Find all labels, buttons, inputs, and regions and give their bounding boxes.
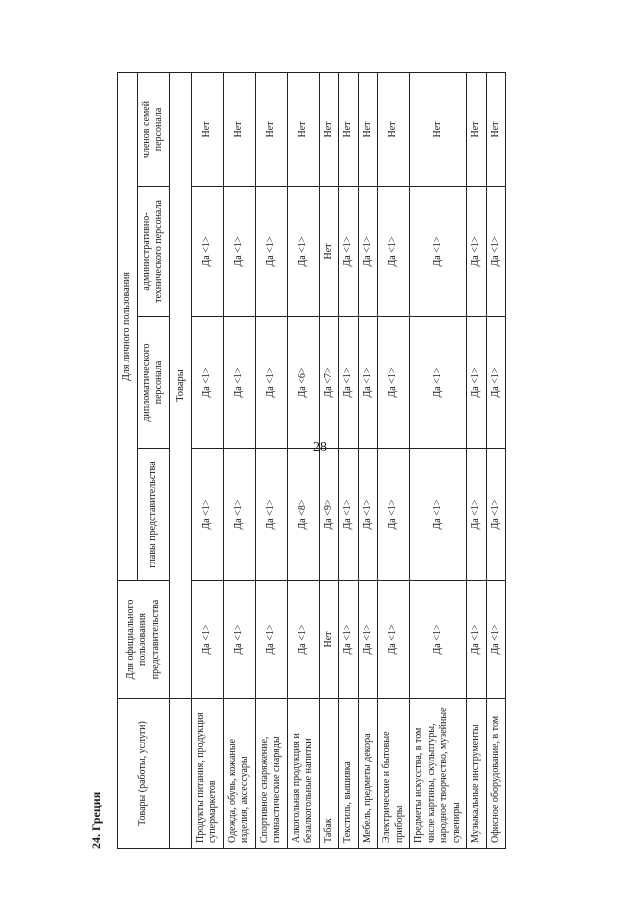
- diplomatic-cell: Да <1>: [358, 317, 378, 449]
- diplomatic-cell: Да <1>: [378, 317, 410, 449]
- admin-cell: Да <1>: [255, 187, 287, 317]
- head-cell: Да <1>: [358, 449, 378, 581]
- table-row: [486, 72, 506, 848]
- goods-cell: Музыкальные инструменты: [467, 699, 487, 849]
- goods-cell: Офисное оборудование, в том: [486, 699, 506, 849]
- diplomatic-cell: Да <1>: [486, 317, 506, 449]
- header-head-of-mission: главы представительства: [137, 449, 169, 581]
- head-cell: Да <1>: [410, 449, 467, 581]
- section-label: Товары: [169, 72, 191, 698]
- goods-cell: Табак: [319, 699, 339, 849]
- head-cell: Да <1>: [486, 449, 506, 581]
- table-row: [358, 72, 378, 848]
- head-cell: Да <9>: [319, 449, 339, 581]
- goods-cell: Спортивное снаряжение, гимнастические снаряды: [255, 699, 287, 849]
- admin-cell: Да <1>: [191, 187, 223, 317]
- head-cell: Да <1>: [339, 449, 359, 581]
- table-row: [319, 72, 339, 848]
- table-row: [191, 72, 223, 848]
- family-cell: Нет: [410, 72, 467, 186]
- goods-cell: Мебель, предметы декора: [358, 699, 378, 849]
- diplomatic-cell: Да <1>: [467, 317, 487, 449]
- diplomatic-cell: Да <1>: [255, 317, 287, 449]
- rotated-page-content: [83, 57, 588, 857]
- goods-cell: Текстиль, вышивка: [339, 699, 359, 849]
- official-cell: Да <1>: [467, 581, 487, 699]
- official-cell: Да <1>: [287, 581, 319, 699]
- family-cell: Нет: [191, 72, 223, 186]
- admin-cell: Нет: [319, 187, 339, 317]
- goods-cell: Продукты питания, продукция супермаркетов: [191, 699, 223, 849]
- family-cell: Нет: [287, 72, 319, 186]
- official-cell: Да <1>: [223, 581, 255, 699]
- admin-cell: Да <1>: [486, 187, 506, 317]
- diplomatic-cell: Да <1>: [410, 317, 467, 449]
- family-cell: Нет: [255, 72, 287, 186]
- table-row: [467, 72, 487, 848]
- header-row-1: [118, 72, 138, 848]
- header-family-members: членов семей персонала: [137, 72, 169, 186]
- admin-cell: Да <1>: [223, 187, 255, 317]
- family-cell: Нет: [319, 72, 339, 186]
- head-cell: Да <1>: [191, 449, 223, 581]
- admin-cell: Да <1>: [410, 187, 467, 317]
- official-cell: Да <1>: [378, 581, 410, 699]
- official-cell: Да <1>: [486, 581, 506, 699]
- head-cell: Да <1>: [378, 449, 410, 581]
- official-cell: Да <1>: [410, 581, 467, 699]
- head-cell: Да <8>: [287, 449, 319, 581]
- header-diplomatic-staff: дипломатического персонала: [137, 317, 169, 449]
- official-cell: Да <1>: [255, 581, 287, 699]
- head-cell: Да <1>: [467, 449, 487, 581]
- family-cell: Нет: [486, 72, 506, 186]
- goods-cell: Одежда, обувь, кожаные изделия, аксессуары: [223, 699, 255, 849]
- goods-cell: Электрические и бытовые приборы: [378, 699, 410, 849]
- section-row: [169, 72, 191, 848]
- head-cell: Да <1>: [223, 449, 255, 581]
- table-row: [287, 72, 319, 848]
- table-row: [339, 72, 359, 848]
- family-cell: Нет: [358, 72, 378, 186]
- official-cell: Нет: [319, 581, 339, 699]
- privileges-table: [117, 72, 506, 849]
- table-row: [255, 72, 287, 848]
- table-row: [223, 72, 255, 848]
- header-official-use: Для официального пользования представительства: [118, 581, 170, 699]
- goods-cell: Алкогольная продукция и безалкогольные напитки: [287, 699, 319, 849]
- admin-cell: Да <1>: [339, 187, 359, 317]
- admin-cell: Да <1>: [287, 187, 319, 317]
- diplomatic-cell: Да <1>: [339, 317, 359, 449]
- diplomatic-cell: Да <1>: [223, 317, 255, 449]
- header-admin-staff: административно-технического персонала: [137, 187, 169, 317]
- section-heading: 24. Греция: [89, 791, 103, 849]
- diplomatic-cell: Да <6>: [287, 317, 319, 449]
- official-cell: Да <1>: [339, 581, 359, 699]
- table-row: [410, 72, 467, 848]
- admin-cell: Да <1>: [467, 187, 487, 317]
- family-cell: Нет: [223, 72, 255, 186]
- diplomatic-cell: Да <1>: [191, 317, 223, 449]
- admin-cell: Да <1>: [358, 187, 378, 317]
- head-cell: Да <1>: [255, 449, 287, 581]
- official-cell: Да <1>: [191, 581, 223, 699]
- family-cell: Нет: [378, 72, 410, 186]
- page-number: 28: [313, 440, 327, 455]
- official-cell: Да <1>: [358, 581, 378, 699]
- goods-cell: Предметы искусства, в том числе картины, скульптуры, народное творчество, музейные сувениры: [410, 699, 467, 849]
- diplomatic-cell: Да <7>: [319, 317, 339, 449]
- admin-cell: Да <1>: [378, 187, 410, 317]
- family-cell: Нет: [467, 72, 487, 186]
- family-cell: Нет: [339, 72, 359, 186]
- table-row: [378, 72, 410, 848]
- header-goods: Товары (работы, услуги): [118, 699, 170, 849]
- header-personal-use: Для личного пользования: [118, 72, 138, 580]
